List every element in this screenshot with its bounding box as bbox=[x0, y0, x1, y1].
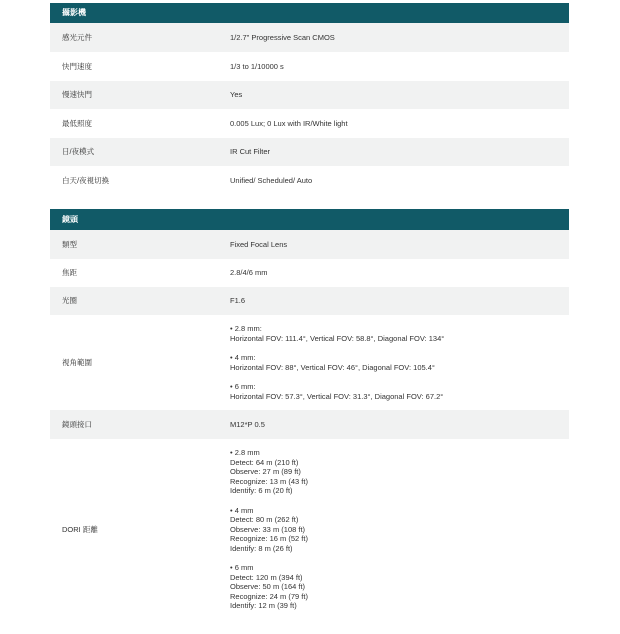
spec-line: Detect: 64 m (210 ft) bbox=[230, 457, 299, 467]
spec-line: Horizontal FOV: 88°, Vertical FOV: 46°, Diagonal FOV: 105.4° bbox=[230, 362, 435, 372]
dori-group-4mm bbox=[230, 506, 308, 554]
spec-value: M12*P 0.5 bbox=[230, 419, 265, 429]
fov-group-4mm bbox=[230, 353, 435, 372]
spec-row-shutter-speed bbox=[50, 52, 569, 81]
spec-key: DORI 距離 bbox=[62, 524, 98, 534]
spec-row-focal-length bbox=[50, 259, 569, 287]
spec-line: • 4 mm bbox=[230, 505, 254, 515]
spec-value: Yes bbox=[230, 90, 243, 100]
spec-value: 1/3 to 1/10000 s bbox=[230, 61, 284, 71]
spec-row-slow-shutter bbox=[50, 81, 569, 109]
camera-section bbox=[50, 3, 569, 195]
spec-sheet bbox=[50, 3, 569, 634]
spec-row-day-night-switch bbox=[50, 166, 569, 195]
spec-key: 最低照度 bbox=[62, 118, 92, 128]
spec-key: 快門速度 bbox=[62, 61, 92, 71]
spec-value bbox=[218, 439, 569, 620]
spec-value: Fixed Focal Lens bbox=[230, 239, 288, 249]
spec-line: • 2.8 mm: bbox=[230, 324, 262, 333]
fov-group-6mm bbox=[230, 382, 443, 401]
dori-group-6mm bbox=[230, 563, 308, 611]
spec-key: 光圈 bbox=[62, 296, 77, 306]
fov-group-2-8mm bbox=[230, 324, 444, 343]
spec-value: 1/2.7" Progressive Scan CMOS bbox=[230, 32, 335, 42]
spec-value: F1.6 bbox=[230, 296, 246, 306]
spec-line: Observe: 33 m (108 ft) bbox=[230, 524, 306, 534]
spec-row-dori-distance bbox=[50, 439, 569, 620]
spec-line: Identify: 12 m (39 ft) bbox=[230, 601, 297, 610]
spec-line: Detect: 120 m (394 ft) bbox=[230, 572, 303, 582]
spec-key: 類型 bbox=[62, 239, 77, 249]
spec-line: Identify: 8 m (26 ft) bbox=[230, 543, 293, 553]
spec-key: 慢速快門 bbox=[62, 90, 92, 100]
spec-line: • 6 mm bbox=[230, 563, 254, 572]
spec-line: Observe: 50 m (164 ft) bbox=[230, 582, 306, 591]
spec-key: 感光元件 bbox=[62, 32, 92, 42]
spec-value: IR Cut Filter bbox=[230, 147, 271, 157]
spec-line: • 2.8 mm bbox=[230, 448, 260, 457]
spec-line: Recognize: 16 m (52 ft) bbox=[230, 534, 308, 543]
spec-row-field-of-view bbox=[50, 315, 569, 410]
spec-row-min-illumination bbox=[50, 109, 569, 138]
spec-line: Horizontal FOV: 111.4°, Vertical FOV: 58.8°, Diagonal FOV: 134° bbox=[230, 333, 445, 343]
spec-line: Horizontal FOV: 57.3°, Vertical FOV: 31.3°, Diagonal FOV: 67.2° bbox=[230, 391, 444, 401]
spec-line: Recognize: 13 m (43 ft) bbox=[230, 476, 308, 486]
dori-group-2-8mm bbox=[230, 448, 308, 496]
spec-value bbox=[218, 315, 569, 410]
spec-line: Observe: 27 m (89 ft) bbox=[230, 467, 301, 476]
spec-value: 0.005 Lux; 0 Lux with IR/White light bbox=[230, 118, 348, 128]
spec-key: 日/夜模式 bbox=[62, 147, 95, 157]
spec-row-lens-type bbox=[50, 230, 569, 259]
spec-key: 白天/夜視切換 bbox=[62, 175, 110, 185]
spec-key: 焦距 bbox=[62, 268, 77, 278]
spec-row-lens-mount bbox=[50, 410, 569, 439]
spec-line: Recognize: 24 m (79 ft) bbox=[230, 591, 308, 601]
spec-line: Identify: 6 m (20 ft) bbox=[230, 486, 293, 495]
spec-line: Detect: 80 m (262 ft) bbox=[230, 515, 299, 524]
spec-row-sensor bbox=[50, 23, 569, 52]
spec-row-aperture bbox=[50, 287, 569, 315]
spec-value: Unified/ Scheduled/ Auto bbox=[230, 175, 313, 185]
spec-line: • 6 mm: bbox=[230, 382, 256, 391]
spec-value: 2.8/4/6 mm bbox=[230, 268, 268, 278]
section-header-camera: 攝影機 bbox=[50, 3, 569, 23]
spec-key: 鏡頭接口 bbox=[62, 419, 92, 429]
spec-row-day-night bbox=[50, 138, 569, 166]
spec-key: 視角範圍 bbox=[62, 357, 92, 367]
lens-section bbox=[50, 209, 569, 620]
section-header-lens: 鏡頭 bbox=[50, 209, 569, 230]
spec-line: • 4 mm: bbox=[230, 353, 256, 362]
